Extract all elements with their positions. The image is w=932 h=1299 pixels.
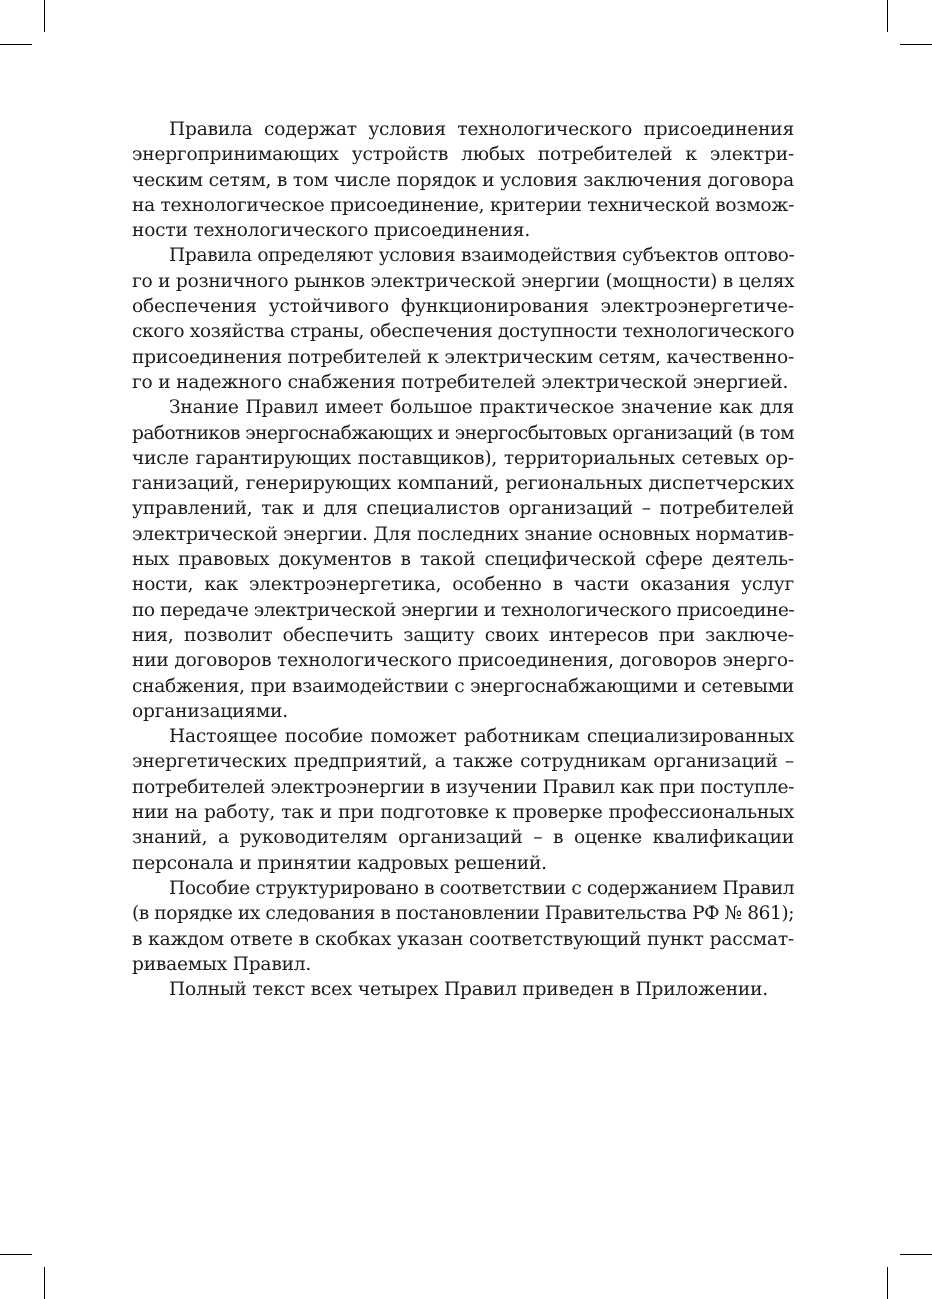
crop-mark-bottom-left-vertical	[44, 1267, 45, 1299]
text-line: ных правовых документов в такой специфической сфере деятель-	[132, 549, 794, 571]
text-line: Пособие структурировано в соответствии с содержанием Правил	[169, 877, 795, 899]
text-line: обеспечения устойчивого функционирования электроэнергетиче-	[132, 296, 794, 318]
text-line: организациями.	[132, 700, 288, 722]
text-line: ния, позволит обеспечить защиту своих интересов при заключе-	[132, 624, 794, 646]
text-line: Настоящее пособие поможет работникам специализированных	[169, 726, 794, 748]
text-line: нии договоров технологического присоединения, договоров энерго-	[132, 650, 794, 672]
text-line: числе гарантирующих поставщиков), территориальных сетевых ор-	[132, 447, 794, 469]
text-line: ности технологического присоединения.	[132, 220, 531, 242]
body-text	[132, 117, 794, 1002]
crop-mark-bottom-right-horizontal	[900, 1254, 932, 1255]
crop-mark-top-right-horizontal	[900, 44, 932, 45]
text-line: потребителей электроэнергии в изучении Правил как при поступле-	[132, 776, 795, 798]
text-line: энергопринимающих устройств любых потребителей к электри-	[132, 144, 794, 166]
text-line: (в порядке их следования в постановлении Правительства РФ № 861);	[132, 903, 795, 925]
crop-mark-top-left-horizontal	[0, 44, 32, 45]
text-line: по передаче электрической энергии и технологического присоедине-	[132, 599, 795, 621]
text-line: го и надежного снабжения потребителей электрической энергией.	[132, 371, 789, 393]
crop-mark-bottom-left-horizontal	[0, 1254, 32, 1255]
text-line: Знание Правил имеет большое практическое значение как для	[169, 397, 794, 419]
text-line: электрической энергии. Для последних знание основных норматив-	[132, 523, 794, 545]
text-line: Полный текст всех четырех Правил приведен в Приложении.	[169, 979, 768, 1001]
paragraph	[132, 724, 794, 876]
paragraph	[132, 395, 794, 724]
paragraph	[132, 117, 794, 243]
text-line: энергетических предприятий, а также сотрудникам организаций –	[132, 751, 794, 773]
text-line: на технологическое присоединение, критерии технической возмож-	[132, 194, 795, 216]
paragraph	[132, 876, 794, 977]
text-line: работников энергоснабжающих и энергосбытовых организаций (в том	[132, 422, 794, 444]
text-line: присоединения потребителей к электрическим сетям, качественно-	[132, 346, 794, 368]
text-line: Правила определяют условия взаимодействия субъектов оптово-	[169, 245, 795, 267]
paragraph	[132, 977, 794, 1002]
text-line: ческим сетям, в том числе порядок и условия заключения договора	[132, 169, 794, 191]
text-line: риваемых Правил.	[132, 953, 312, 975]
text-line: Правила содержат условия технологического присоединения	[169, 119, 794, 140]
text-line: знаний, а руководителям организаций – в оценке квалификации	[132, 827, 794, 849]
text-line: нии на работу, так и при подготовке к проверке профессиональных	[132, 802, 794, 824]
crop-mark-bottom-right-vertical	[887, 1267, 888, 1299]
paragraph	[132, 243, 794, 395]
text-line: го и розничного рынков электрической энергии (мощности) в целях	[132, 270, 795, 292]
text-line: снабжения, при взаимодействии с энергоснабжающими и сетевыми	[132, 675, 794, 697]
text-line: управлений, так и для специалистов организаций – потребителей	[132, 498, 794, 520]
text-line: ского хозяйства страны, обеспечения доступности технологического	[132, 321, 795, 343]
crop-mark-top-right-vertical	[887, 0, 888, 32]
text-line: ности, как электроэнергетика, особенно в части оказания услуг	[132, 574, 794, 596]
text-line: в каждом ответе в скобках указан соответствующий пункт рассмат-	[132, 928, 794, 950]
crop-mark-top-left-vertical	[44, 0, 45, 32]
text-line: персонала и принятии кадровых решений.	[132, 852, 547, 874]
text-line: ганизаций, генерирующих компаний, региональных диспетчерских	[132, 473, 794, 495]
